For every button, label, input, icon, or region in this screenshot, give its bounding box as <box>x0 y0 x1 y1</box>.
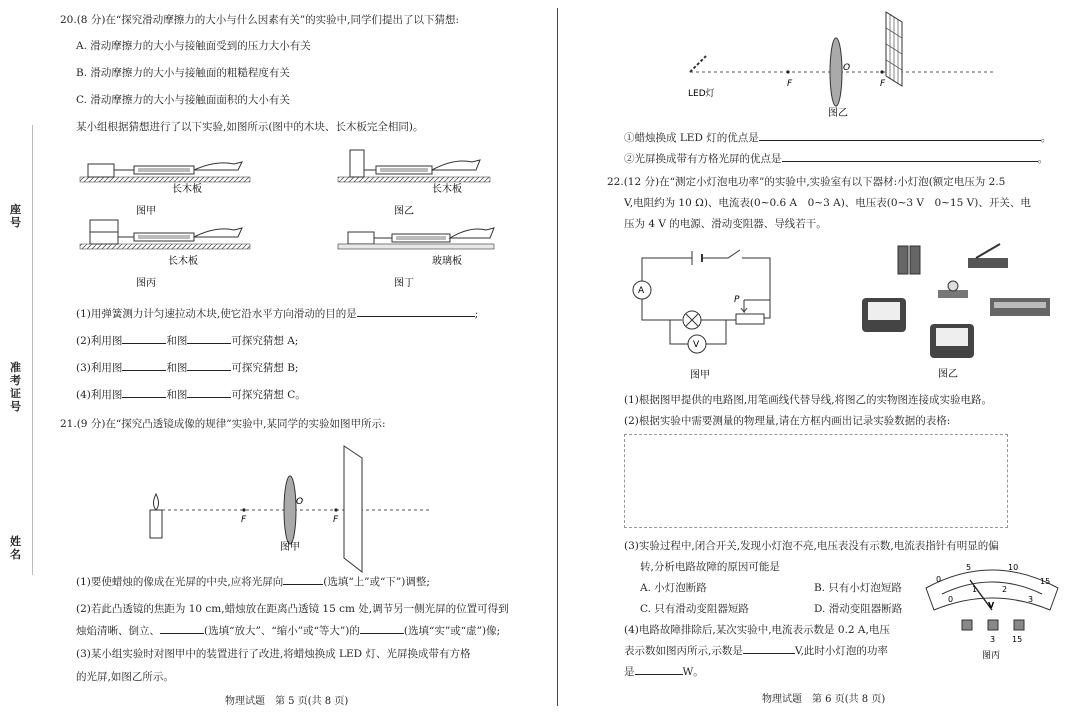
q20-intro: 某小组根据猜想进行了以下实验,如图所示(图中的木块、长木板完全相同)。 <box>76 121 424 133</box>
q21-sub2-line2: 烛焰清晰、倒立、 (选填“放大”、“缩小”或“等大”)的 (选填“实”或“虚”)像; <box>76 625 501 637</box>
fig-yi-setup <box>338 150 490 182</box>
q20-answer-3b[interactable] <box>187 360 231 371</box>
svg-text:LED灯: LED灯 <box>688 89 715 99</box>
caption-dial-bing: 图丙 <box>982 651 1001 661</box>
q20-answer-4a[interactable] <box>122 387 166 398</box>
q20-answer-2a[interactable] <box>122 333 166 344</box>
light-screen-icon <box>344 446 362 572</box>
q20-guess-c: C. 滑动摩擦力的大小与接触面面积的大小有关 <box>76 94 290 106</box>
q20-guess-b: B. 滑动摩擦力的大小与接触面的粗糙程度有关 <box>76 67 290 79</box>
svg-text:O: O <box>296 497 304 507</box>
q20-sub1: (1)用弹簧测力计匀速拉动木块,使它沿水平方向滑动的目的是 ; <box>76 308 479 320</box>
option-a[interactable]: A. 小灯泡断路 <box>640 582 707 594</box>
footer-page-6: 物理试题 第 6 页(共 8 页) <box>762 694 886 705</box>
board-label-ding: 玻璃板 <box>432 256 462 267</box>
q21-answer-screen[interactable] <box>782 151 1038 162</box>
svg-text:P: P <box>734 295 740 305</box>
svg-text:V: V <box>988 601 995 610</box>
option-d[interactable]: D. 滑动变阻器断路 <box>814 603 903 615</box>
q21-screen-advantage: ②光屏换成带有方格光屏的优点是 。 <box>624 153 1048 165</box>
q21-answer-1[interactable] <box>283 574 323 585</box>
battery-icon <box>898 246 920 274</box>
q20-sub2: (2)利用图 和图 可探究猜想 A; <box>76 335 299 347</box>
bulb-icon <box>938 281 968 298</box>
footer-page-5: 物理试题 第 5 页(共 8 页) <box>225 696 349 707</box>
svg-text:V: V <box>693 340 700 350</box>
q22-stem-line3: 压为 4 V 的电源、滑动变阻器、导线若干。 <box>624 218 827 230</box>
lens-figure-yi <box>680 8 1000 120</box>
apparatus-figure-yi <box>858 236 1068 381</box>
fig-jia-setup <box>80 162 250 182</box>
option-c[interactable]: C. 只有滑动变阻器短路 <box>640 603 749 615</box>
q21-answer-2a[interactable] <box>160 623 204 634</box>
q22-sub2: (2)根据实验中需要测量的物理量,请在方框内画出记录实验数据的表格: <box>624 415 951 427</box>
ammeter-device-icon <box>862 298 906 332</box>
svg-text:A: A <box>638 286 645 296</box>
convex-lens-icon <box>284 476 296 544</box>
q22-answer-voltage[interactable] <box>743 643 795 654</box>
seat-number-label: 座号 <box>10 203 21 229</box>
svg-text:0: 0 <box>948 595 954 604</box>
svg-text:F: F <box>241 515 247 525</box>
svg-text:1: 1 <box>972 585 978 594</box>
q21-led-advantage: ①蜡烛换成 LED 灯的优点是 。 <box>624 132 1052 144</box>
q22-sub1: (1)根据图甲提供的电路图,用笔画线代替导线,将图乙的实物图连接成实验电路。 <box>624 394 993 406</box>
svg-text:15: 15 <box>1040 577 1051 586</box>
q21-stem: 21.(9 分)在“探究凸透镜成像的规律”实验中,某同学的实验如图甲所示: <box>60 418 386 430</box>
svg-text:O: O <box>843 63 851 73</box>
caption-fig-jia: 图甲 <box>136 206 156 217</box>
convex-lens-icon <box>830 38 842 106</box>
board-label-jia: 长木板 <box>172 184 202 195</box>
caption-fig-ding: 图丁 <box>394 278 414 289</box>
rheostat-device-icon <box>990 298 1050 316</box>
q21-answer-led[interactable] <box>759 130 1041 141</box>
q20-answer-4b[interactable] <box>187 387 231 398</box>
fig-bing-setup <box>80 220 250 249</box>
switch-icon <box>968 244 1008 268</box>
q22-answer-power[interactable] <box>635 664 683 675</box>
svg-text:F: F <box>787 79 793 89</box>
svg-text:F: F <box>333 515 339 525</box>
caption-fig-bing: 图丙 <box>136 278 156 289</box>
board-label-bing: 长木板 <box>168 256 198 267</box>
svg-text:F: F <box>880 79 886 89</box>
q21-sub3-line2: 的光屏,如图乙所示。 <box>76 671 174 683</box>
q22-stem-line2: V,电阻约为 10 Ω)、电流表(0∼0.6 A 0∼3 A)、电压表(0∼3 V 0∼15 V)、开关、电 <box>624 197 1031 209</box>
caption-lens-jia: 图甲 <box>280 542 300 553</box>
terminal-icons <box>962 620 1024 630</box>
q21-sub1: (1)要使蜡烛的像成在光屏的中央,应将光屏向 (选填“上”或“下”)调整; <box>76 576 430 588</box>
led-icon <box>690 56 706 72</box>
svg-text:15: 15 <box>1012 635 1023 644</box>
q21-answer-2b[interactable] <box>360 623 404 634</box>
rheostat-icon <box>736 314 764 324</box>
caption-lens-yi: 图乙 <box>828 108 848 119</box>
board-label-yi: 长木板 <box>432 184 462 195</box>
candle-icon <box>150 510 162 538</box>
q20-answer-3a[interactable] <box>122 360 166 371</box>
svg-text:5: 5 <box>966 563 972 572</box>
friction-figure <box>76 140 496 300</box>
q20-sub4: (4)利用图 和图 可探究猜想 C。 <box>76 389 306 401</box>
voltmeter-device-icon <box>930 324 974 358</box>
q21-sub2-line1: (2)若此凸透镜的焦距为 10 cm,蜡烛放在距离凸透镜 15 cm 处,调节另一侧光屏的位置可得到 <box>76 603 509 615</box>
q20-guess-a: A. 滑动摩擦力的大小与接触面受到的压力大小有关 <box>76 40 311 52</box>
caption-circuit-jia: 图甲 <box>690 370 710 381</box>
q22-sub3-line1: (3)实验过程中,闭合开关,发现小灯泡不亮,电压表没有示数,电流表指针有明显的偏 <box>624 540 999 552</box>
caption-fig-yi: 图乙 <box>394 206 414 217</box>
fig-ding-setup <box>338 228 494 249</box>
q22-sub4-line3: 是 W。 <box>624 666 704 678</box>
caption-apparatus-yi: 图乙 <box>938 369 958 380</box>
binding-strip <box>0 125 33 575</box>
exam-number-label: 准考证号 <box>10 361 21 413</box>
svg-text:3: 3 <box>1028 595 1034 604</box>
svg-text:3: 3 <box>990 635 996 644</box>
q22-sub4-line2: 表示数如图丙所示,示数是 V,此时小灯泡的功率 <box>624 645 888 657</box>
data-table-answer-box[interactable] <box>624 434 1008 528</box>
q22-stem-line1: 22.(12 分)在“测定小灯泡电功率”的实验中,实验室有以下器材:小灯泡(额定电压为 2.5 <box>607 176 1006 188</box>
page-divider <box>557 8 558 706</box>
q20-answer-1[interactable] <box>357 306 475 317</box>
q22-sub3-line2: 转,分析电路故障的原因可能是 <box>640 561 780 573</box>
name-label: 姓名 <box>10 535 21 561</box>
q20-sub3: (3)利用图 和图 可探究猜想 B; <box>76 362 299 374</box>
option-b[interactable]: B. 只有小灯泡短路 <box>814 582 902 594</box>
voltmeter-dial-bing <box>922 558 1064 662</box>
q21-sub3-line1: (3)某小组实验时对图甲中的装置进行了改进,将蜡烛换成 LED 灯、光屏换成带有方格 <box>76 648 471 660</box>
q20-stem: 20.(8 分)在“探究滑动摩擦力的大小与什么因素有关”的实验中,同学们提出了以下猜想: <box>60 14 460 26</box>
grid-screen-icon <box>886 12 902 86</box>
svg-text:0: 0 <box>936 575 942 584</box>
svg-text:2: 2 <box>1002 585 1008 594</box>
circuit-diagram-jia <box>630 246 780 381</box>
lens-figure-jia <box>140 442 440 557</box>
svg-text:10: 10 <box>1008 563 1019 572</box>
q22-sub4-line1: (4)电路故障排除后,某次实验中,电流表示数是 0.2 A,电压 <box>624 624 890 636</box>
q20-answer-2b[interactable] <box>187 333 231 344</box>
